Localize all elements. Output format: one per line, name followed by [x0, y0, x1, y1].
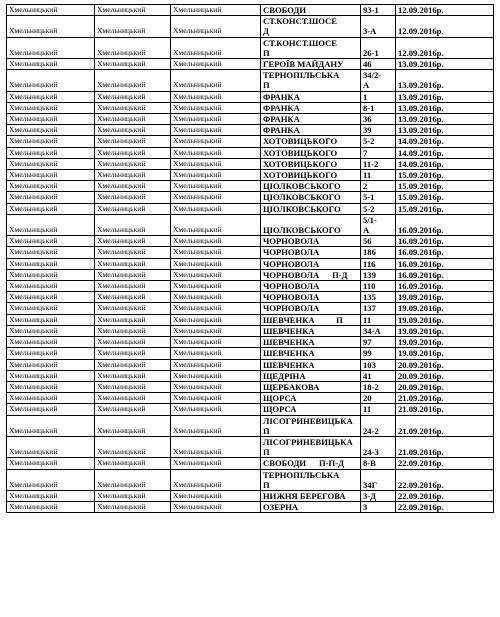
locality-cell: Хмельницький [171, 314, 261, 325]
city-cell: Хмельницький [7, 458, 95, 469]
table-row [7, 292, 494, 303]
locality-cell: Хмельницький [171, 281, 261, 292]
settlement-cell: Хмельницький [95, 91, 171, 102]
street-cell: СВОБОДИ П-П-Д [261, 458, 361, 469]
street-cell: ЛІСОГРИНЕВИЦЬКА П [261, 415, 361, 436]
date-cell: 13.09.2016р. [396, 91, 494, 102]
settlement-cell: Хмельницький [95, 502, 171, 513]
table-row [7, 91, 494, 102]
locality-cell: Хмельницький [171, 192, 261, 203]
street-cell: ТЕРНОПІЛЬСЬКА П [261, 70, 361, 91]
house-number-cell: 34Г [361, 469, 396, 490]
locality-cell: Хмельницький [171, 502, 261, 513]
street-cell: ХОТОВИЦЬКОГО [261, 170, 361, 181]
house-number-cell: 3-А [361, 16, 396, 37]
table-row [7, 158, 494, 169]
street-cell: ХОТОВИЦЬКОГО [261, 136, 361, 147]
city-cell: Хмельницький [7, 393, 95, 404]
settlement-cell: Хмельницький [95, 170, 171, 181]
table-row [7, 325, 494, 336]
table-row [7, 359, 494, 370]
settlement-cell: Хмельницький [95, 5, 171, 16]
city-cell: Хмельницький [7, 502, 95, 513]
house-number-cell: 103 [361, 359, 396, 370]
street-cell: ТЕРНОПІЛЬСЬКА П [261, 469, 361, 490]
street-cell: ХОТОВИЦЬКОГО [261, 147, 361, 158]
house-number-cell: 8-В [361, 458, 396, 469]
house-number-cell: 46 [361, 59, 396, 70]
city-cell: Хмельницький [7, 136, 95, 147]
street-cell: ЧОРНОВОЛА [261, 292, 361, 303]
date-cell: 21.09.2016р. [396, 404, 494, 415]
date-cell: 21.09.2016р. [396, 393, 494, 404]
house-number-cell: 7 [361, 147, 396, 158]
date-cell: 19.09.2016р. [396, 325, 494, 336]
locality-cell: Хмельницький [171, 102, 261, 113]
locality-cell: Хмельницький [171, 59, 261, 70]
house-number-cell: 5-1 [361, 192, 396, 203]
house-number-cell: 5-2 [361, 136, 396, 147]
table-row [7, 436, 494, 457]
table-row [7, 393, 494, 404]
street-cell: ЦІОЛКОВСЬКОГО [261, 192, 361, 203]
city-cell: Хмельницький [7, 16, 95, 37]
settlement-cell: Хмельницький [95, 16, 171, 37]
date-cell: 14.09.2016р. [396, 158, 494, 169]
locality-cell: Хмельницький [171, 5, 261, 16]
street-cell: ШЕВЧЕНКА [261, 337, 361, 348]
street-cell: НИЖНЯ БЕРЕГОВА [261, 490, 361, 501]
street-cell: ФРАНКА [261, 102, 361, 113]
settlement-cell: Хмельницький [95, 147, 171, 158]
date-cell: 13.09.2016р. [396, 102, 494, 113]
house-number-cell: 24-3 [361, 436, 396, 457]
locality-cell: Хмельницький [171, 370, 261, 381]
city-cell: Хмельницький [7, 5, 95, 16]
city-cell: Хмельницький [7, 292, 95, 303]
date-cell: 22.09.2016р. [396, 458, 494, 469]
house-number-cell: 41 [361, 370, 396, 381]
city-cell: Хмельницький [7, 214, 95, 235]
date-cell: 22.09.2016р. [396, 490, 494, 501]
house-number-cell: 2 [361, 181, 396, 192]
settlement-cell: Хмельницький [95, 114, 171, 125]
settlement-cell: Хмельницький [95, 181, 171, 192]
city-cell: Хмельницький [7, 158, 95, 169]
date-cell: 15.09.2016р. [396, 181, 494, 192]
settlement-cell: Хмельницький [95, 415, 171, 436]
street-cell: ЧОРНОВОЛА [261, 303, 361, 314]
city-cell: Хмельницький [7, 170, 95, 181]
settlement-cell: Хмельницький [95, 490, 171, 501]
date-cell: 20.09.2016р. [396, 381, 494, 392]
city-cell: Хмельницький [7, 147, 95, 158]
table-row [7, 59, 494, 70]
date-cell: 16.09.2016р. [396, 236, 494, 247]
locality-cell: Хмельницький [171, 136, 261, 147]
date-cell: 19.09.2016р. [396, 314, 494, 325]
date-cell: 14.09.2016р. [396, 136, 494, 147]
settlement-cell: Хмельницький [95, 59, 171, 70]
date-cell: 13.09.2016р. [396, 114, 494, 125]
settlement-cell: Хмельницький [95, 314, 171, 325]
locality-cell: Хмельницький [171, 393, 261, 404]
table-row [7, 16, 494, 37]
house-number-cell: 11 [361, 170, 396, 181]
table-row [7, 136, 494, 147]
house-number-cell: 110 [361, 281, 396, 292]
settlement-cell: Хмельницький [95, 458, 171, 469]
table-row [7, 415, 494, 436]
date-cell: 16.09.2016р. [396, 269, 494, 280]
date-cell: 16.09.2016р. [396, 247, 494, 258]
date-cell: 14.09.2016р. [396, 147, 494, 158]
settlement-cell: Хмельницький [95, 404, 171, 415]
street-cell: ШЕВЧЕНКА [261, 325, 361, 336]
city-cell: Хмельницький [7, 70, 95, 91]
house-number-cell: 5/1- А [361, 214, 396, 235]
street-cell: СВОБОДИ [261, 5, 361, 16]
locality-cell: Хмельницький [171, 269, 261, 280]
table-row [7, 125, 494, 136]
settlement-cell: Хмельницький [95, 37, 171, 58]
date-cell: 16.09.2016р. [396, 258, 494, 269]
date-cell: 15.09.2016р. [396, 170, 494, 181]
city-cell: Хмельницький [7, 325, 95, 336]
locality-cell: Хмельницький [171, 16, 261, 37]
table-row [7, 70, 494, 91]
locality-cell: Хмельницький [171, 203, 261, 214]
street-cell: ЧОРНОВОЛА [261, 258, 361, 269]
settlement-cell: Хмельницький [95, 381, 171, 392]
house-number-cell: 11 [361, 314, 396, 325]
house-number-cell: 11-2 [361, 158, 396, 169]
street-cell: ЩЕРБАКОВА [261, 381, 361, 392]
city-cell: Хмельницький [7, 469, 95, 490]
table-row [7, 337, 494, 348]
street-cell: ЧОРНОВОЛА П-Д [261, 269, 361, 280]
locality-cell: Хмельницький [171, 404, 261, 415]
settlement-cell: Хмельницький [95, 247, 171, 258]
locality-cell: Хмельницький [171, 170, 261, 181]
date-cell: 22.09.2016р. [396, 469, 494, 490]
house-number-cell: 3-Д [361, 490, 396, 501]
settlement-cell: Хмельницький [95, 303, 171, 314]
table-row [7, 314, 494, 325]
street-cell: СТ.КОНСТ.ШОСЕ Д [261, 16, 361, 37]
street-cell: ЦІОЛКОВСЬКОГО [261, 203, 361, 214]
settlement-cell: Хмельницький [95, 236, 171, 247]
table-row [7, 381, 494, 392]
house-number-cell: 93-1 [361, 5, 396, 16]
street-cell: ЦІОЛКОВСЬКОГО [261, 181, 361, 192]
date-cell: 12.09.2016р. [396, 16, 494, 37]
city-cell: Хмельницький [7, 490, 95, 501]
table-row [7, 170, 494, 181]
house-number-cell: 20 [361, 393, 396, 404]
table-body [7, 5, 494, 513]
table-row [7, 348, 494, 359]
city-cell: Хмельницький [7, 125, 95, 136]
city-cell: Хмельницький [7, 102, 95, 113]
house-number-cell: 5-2 [361, 203, 396, 214]
house-number-cell: 116 [361, 258, 396, 269]
table-row [7, 404, 494, 415]
table-row [7, 370, 494, 381]
table-row [7, 303, 494, 314]
date-cell: 13.09.2016р. [396, 125, 494, 136]
locality-cell: Хмельницький [171, 436, 261, 457]
settlement-cell: Хмельницький [95, 436, 171, 457]
address-schedule-table [6, 4, 494, 513]
settlement-cell: Хмельницький [95, 214, 171, 235]
date-cell: 13.09.2016р. [396, 59, 494, 70]
locality-cell: Хмельницький [171, 258, 261, 269]
city-cell: Хмельницький [7, 348, 95, 359]
street-cell: ЩОРСА [261, 404, 361, 415]
city-cell: Хмельницький [7, 436, 95, 457]
house-number-cell: 26-1 [361, 37, 396, 58]
date-cell: 12.09.2016р. [396, 5, 494, 16]
settlement-cell: Хмельницький [95, 70, 171, 91]
date-cell: 15.09.2016р. [396, 203, 494, 214]
city-cell: Хмельницький [7, 370, 95, 381]
date-cell: 12.09.2016р. [396, 37, 494, 58]
date-cell: 13.09.2016р. [396, 70, 494, 91]
locality-cell: Хмельницький [171, 114, 261, 125]
table-row [7, 181, 494, 192]
street-cell: СТ.КОНСТ.ШОСЕ П [261, 37, 361, 58]
date-cell: 19.09.2016р. [396, 337, 494, 348]
street-cell: ХОТОВИЦЬКОГО [261, 158, 361, 169]
street-cell: ЩОРСА [261, 393, 361, 404]
settlement-cell: Хмельницький [95, 158, 171, 169]
locality-cell: Хмельницький [171, 415, 261, 436]
settlement-cell: Хмельницький [95, 348, 171, 359]
house-number-cell: 137 [361, 303, 396, 314]
house-number-cell: 11 [361, 404, 396, 415]
city-cell: Хмельницький [7, 281, 95, 292]
locality-cell: Хмельницький [171, 236, 261, 247]
table-row [7, 469, 494, 490]
street-cell: ЦІОЛКОВСЬКОГО [261, 214, 361, 235]
table-row [7, 192, 494, 203]
city-cell: Хмельницький [7, 381, 95, 392]
street-cell: ЩЕДРІНА [261, 370, 361, 381]
date-cell: 22.09.2016р. [396, 502, 494, 513]
house-number-cell: 34-А [361, 325, 396, 336]
table-row [7, 281, 494, 292]
house-number-cell: 24-2 [361, 415, 396, 436]
house-number-cell: 39 [361, 125, 396, 136]
street-cell: ФРАНКА [261, 114, 361, 125]
table-row [7, 247, 494, 258]
city-cell: Хмельницький [7, 269, 95, 280]
street-cell: ЛІСОГРИНЕВИЦЬКА П [261, 436, 361, 457]
city-cell: Хмельницький [7, 181, 95, 192]
table-row [7, 37, 494, 58]
date-cell: 21.09.2016р. [396, 415, 494, 436]
locality-cell: Хмельницький [171, 292, 261, 303]
table-row [7, 258, 494, 269]
table-row [7, 458, 494, 469]
table-row [7, 236, 494, 247]
locality-cell: Хмельницький [171, 91, 261, 102]
city-cell: Хмельницький [7, 314, 95, 325]
settlement-cell: Хмельницький [95, 359, 171, 370]
street-cell: ЧОРНОВОЛА [261, 236, 361, 247]
city-cell: Хмельницький [7, 114, 95, 125]
house-number-cell: 97 [361, 337, 396, 348]
settlement-cell: Хмельницький [95, 292, 171, 303]
settlement-cell: Хмельницький [95, 337, 171, 348]
locality-cell: Хмельницький [171, 348, 261, 359]
document-page [6, 4, 493, 513]
locality-cell: Хмельницький [171, 458, 261, 469]
locality-cell: Хмельницький [171, 214, 261, 235]
city-cell: Хмельницький [7, 59, 95, 70]
street-cell: ФРАНКА [261, 125, 361, 136]
table-row [7, 490, 494, 501]
house-number-cell: 3 [361, 502, 396, 513]
date-cell: 19.09.2016р. [396, 292, 494, 303]
locality-cell: Хмельницький [171, 158, 261, 169]
settlement-cell: Хмельницький [95, 281, 171, 292]
locality-cell: Хмельницький [171, 147, 261, 158]
locality-cell: Хмельницький [171, 337, 261, 348]
date-cell: 20.09.2016р. [396, 359, 494, 370]
house-number-cell: 99 [361, 348, 396, 359]
settlement-cell: Хмельницький [95, 469, 171, 490]
house-number-cell: 139 [361, 269, 396, 280]
house-number-cell: 34/2- А [361, 70, 396, 91]
table-row [7, 203, 494, 214]
city-cell: Хмельницький [7, 258, 95, 269]
locality-cell: Хмельницький [171, 359, 261, 370]
locality-cell: Хмельницький [171, 303, 261, 314]
table-row [7, 5, 494, 16]
city-cell: Хмельницький [7, 91, 95, 102]
settlement-cell: Хмельницький [95, 192, 171, 203]
city-cell: Хмельницький [7, 415, 95, 436]
date-cell: 16.09.2016р. [396, 281, 494, 292]
table-row [7, 147, 494, 158]
date-cell: 16.09.2016р. [396, 214, 494, 235]
street-cell: ЧОРНОВОЛА [261, 281, 361, 292]
table-row [7, 214, 494, 235]
table-row [7, 502, 494, 513]
street-cell: ОЗЕРНА [261, 502, 361, 513]
city-cell: Хмельницький [7, 236, 95, 247]
locality-cell: Хмельницький [171, 125, 261, 136]
locality-cell: Хмельницький [171, 37, 261, 58]
settlement-cell: Хмельницький [95, 258, 171, 269]
settlement-cell: Хмельницький [95, 325, 171, 336]
city-cell: Хмельницький [7, 303, 95, 314]
locality-cell: Хмельницький [171, 469, 261, 490]
locality-cell: Хмельницький [171, 381, 261, 392]
street-cell: ЧОРНОВОЛА [261, 247, 361, 258]
date-cell: 19.09.2016р. [396, 303, 494, 314]
house-number-cell: 186 [361, 247, 396, 258]
date-cell: 20.09.2016р. [396, 370, 494, 381]
house-number-cell: 56 [361, 236, 396, 247]
city-cell: Хмельницький [7, 337, 95, 348]
street-cell: ШЕВЧЕНКА [261, 359, 361, 370]
street-cell: ГЕРОЇВ МАЙДАНУ [261, 59, 361, 70]
city-cell: Хмельницький [7, 247, 95, 258]
street-cell: ФРАНКА [261, 91, 361, 102]
city-cell: Хмельницький [7, 203, 95, 214]
house-number-cell: 18-2 [361, 381, 396, 392]
settlement-cell: Хмельницький [95, 102, 171, 113]
locality-cell: Хмельницький [171, 70, 261, 91]
house-number-cell: 135 [361, 292, 396, 303]
city-cell: Хмельницький [7, 192, 95, 203]
date-cell: 15.09.2016р. [396, 192, 494, 203]
house-number-cell: 1 [361, 91, 396, 102]
city-cell: Хмельницький [7, 404, 95, 415]
house-number-cell: 8-1 [361, 102, 396, 113]
table-row [7, 114, 494, 125]
locality-cell: Хмельницький [171, 181, 261, 192]
locality-cell: Хмельницький [171, 490, 261, 501]
settlement-cell: Хмельницький [95, 269, 171, 280]
city-cell: Хмельницький [7, 359, 95, 370]
settlement-cell: Хмельницький [95, 393, 171, 404]
settlement-cell: Хмельницький [95, 203, 171, 214]
locality-cell: Хмельницький [171, 247, 261, 258]
table-row [7, 102, 494, 113]
date-cell: 21.09.2016р. [396, 436, 494, 457]
city-cell: Хмельницький [7, 37, 95, 58]
settlement-cell: Хмельницький [95, 125, 171, 136]
settlement-cell: Хмельницький [95, 370, 171, 381]
locality-cell: Хмельницький [171, 325, 261, 336]
date-cell: 19.09.2016р. [396, 348, 494, 359]
settlement-cell: Хмельницький [95, 136, 171, 147]
street-cell: ШЕВЧЕНКА П [261, 314, 361, 325]
house-number-cell: 36 [361, 114, 396, 125]
table-row [7, 269, 494, 280]
street-cell: ШЕВЧЕНКА [261, 348, 361, 359]
